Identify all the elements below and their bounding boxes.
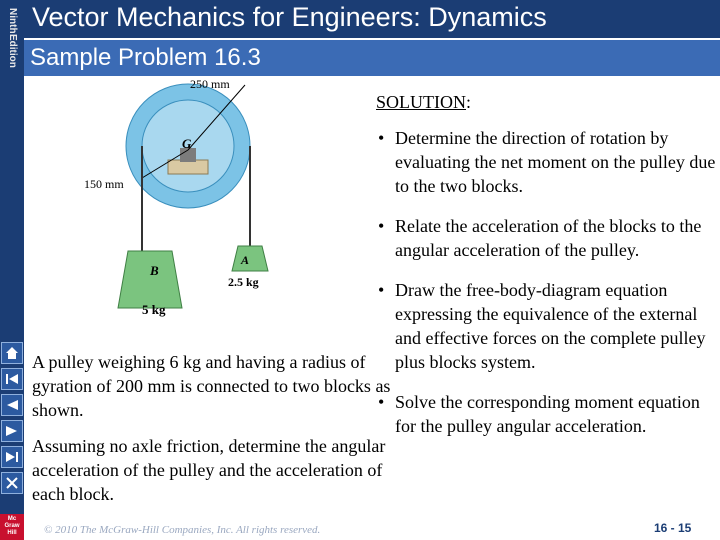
edition-label [0, 0, 24, 76]
problem-statement [32, 350, 392, 518]
inner-radius-label: 150 mm [84, 177, 124, 191]
edition-line-2: Edition [7, 33, 18, 68]
exit-button[interactable] [1, 472, 23, 494]
solution-heading-text: SOLUTION [376, 92, 466, 112]
page-number: 16 - 15 [654, 521, 692, 535]
last-slide-button[interactable] [1, 446, 23, 468]
first-slide-icon [4, 371, 20, 387]
solution-panel [376, 90, 716, 454]
subtitle-bar [24, 40, 720, 76]
solution-step: • Relate the acceleration of the blocks to the angular acceleration of the pulley. [376, 214, 716, 262]
edition-line-1: Ninth [7, 8, 18, 34]
support-bracket [168, 160, 208, 174]
previous-slide-icon [4, 397, 20, 413]
block-a [232, 246, 268, 271]
problem-question: Assuming no axle friction, determine the angular acceleration of the pulley and the acceleration of each block. [32, 436, 386, 504]
home-button[interactable] [1, 342, 23, 364]
slide-title: Sample Problem 16.3 [30, 44, 261, 71]
next-slide-icon [4, 423, 20, 439]
outer-radius-label: 250 mm [190, 77, 230, 91]
first-slide-button[interactable] [1, 368, 23, 390]
home-icon [4, 345, 20, 361]
center-label: G [182, 136, 192, 151]
exit-icon [4, 475, 20, 491]
copyright-notice: © 2010 The McGraw-Hill Companies, Inc. All rights reserved. [44, 524, 321, 536]
title-bar [24, 0, 720, 38]
block-a-label: A [241, 253, 250, 267]
solution-heading [376, 90, 716, 114]
solution-step: • Solve the corresponding moment equation for the pulley angular acceleration. [376, 390, 716, 438]
logo-line-2: Graw [4, 523, 20, 529]
publisher-logo [0, 514, 24, 540]
logo-line-3: Hill [7, 530, 17, 536]
solution-step: • Draw the free-body-diagram equation expressing the equivalence of the external and effective forces on the complete pulley plus blocks system. [376, 278, 716, 374]
last-slide-icon [4, 449, 20, 465]
solution-steps [376, 126, 716, 438]
block-b [118, 251, 182, 308]
block-b-mass: 5 kg [142, 302, 166, 317]
course-title: Vector Mechanics for Engineers: Dynamics [32, 2, 547, 32]
pulley-diagram [70, 76, 370, 326]
solution-step: • Determine the direction of rotation by evaluating the net moment on the pulley due to the two blocks. [376, 126, 716, 198]
block-a-mass: 2.5 kg [228, 275, 259, 289]
block-b-label: B [150, 263, 159, 278]
problem-text: A pulley weighing 6 kg and having a radius of gyration of 200 mm is connected to two blocks as shown. [32, 352, 391, 420]
previous-slide-button[interactable] [1, 394, 23, 416]
logo-line-1: Mc [7, 516, 17, 522]
solution-heading-colon: : [466, 92, 472, 112]
next-slide-button[interactable] [1, 420, 23, 442]
